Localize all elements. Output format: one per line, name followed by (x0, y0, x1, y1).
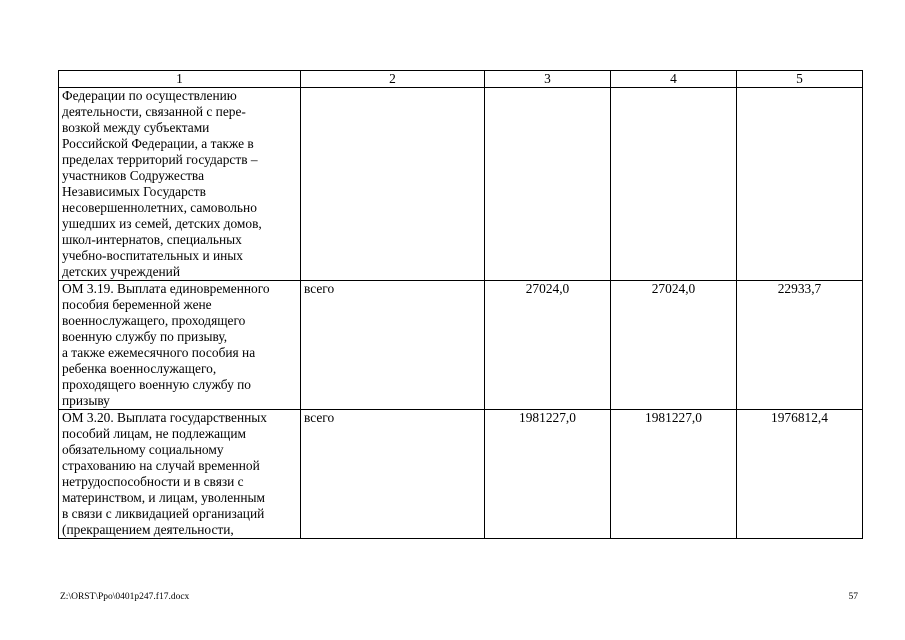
row-value-col3: 27024,0 (485, 281, 611, 410)
table-row (59, 410, 863, 539)
row-type: всего (301, 281, 485, 410)
column-header-4: 4 (611, 71, 737, 88)
row-value-col5 (737, 88, 863, 281)
table-row (59, 281, 863, 410)
row-value-col4 (611, 88, 737, 281)
row-description: Федерации по осуществлению деятельности, связанной с пере- возкой между субъектами Российской Федерации, а также в пределах территорий государств – участников Содружества Независимых Государств несовершеннолетних, самовольно ушедших из семей, детских домов, школ-интернатов, специальных учебно-воспитательных и иных детских учреждений (59, 88, 301, 281)
row-type: всего (301, 410, 485, 539)
column-header-5: 5 (737, 71, 863, 88)
row-value-col4: 27024,0 (611, 281, 737, 410)
row-value-col3: 1981227,0 (485, 410, 611, 539)
table-header-row (59, 71, 863, 88)
table-row (59, 88, 863, 281)
column-header-2: 2 (301, 71, 485, 88)
footer-file-path: Z:\ORST\Ppo\0401p247.f17.docx (60, 592, 190, 602)
row-description: ОМ 3.20. Выплата государственных пособий лицам, не подлежащим обязательному социальному страхованию на случай временной нетрудоспособности и в связи с материнством, и лицам, уволенным в связи с ликвидацией организаций (прекращением деятельности, (59, 410, 301, 539)
row-value-col3 (485, 88, 611, 281)
column-header-1: 1 (59, 71, 301, 88)
row-value-col5: 22933,7 (737, 281, 863, 410)
row-description: ОМ 3.19. Выплата единовременного пособия беременной жене военнослужащего, проходящего военную службу по призыву, а также ежемесячного пособия на ребенка военнослужащего, проходящего военную службу по призыву (59, 281, 301, 410)
row-value-col4: 1981227,0 (611, 410, 737, 539)
row-type (301, 88, 485, 281)
page-number: 57 (848, 592, 858, 602)
budget-table (58, 70, 863, 539)
row-value-col5: 1976812,4 (737, 410, 863, 539)
column-header-3: 3 (485, 71, 611, 88)
